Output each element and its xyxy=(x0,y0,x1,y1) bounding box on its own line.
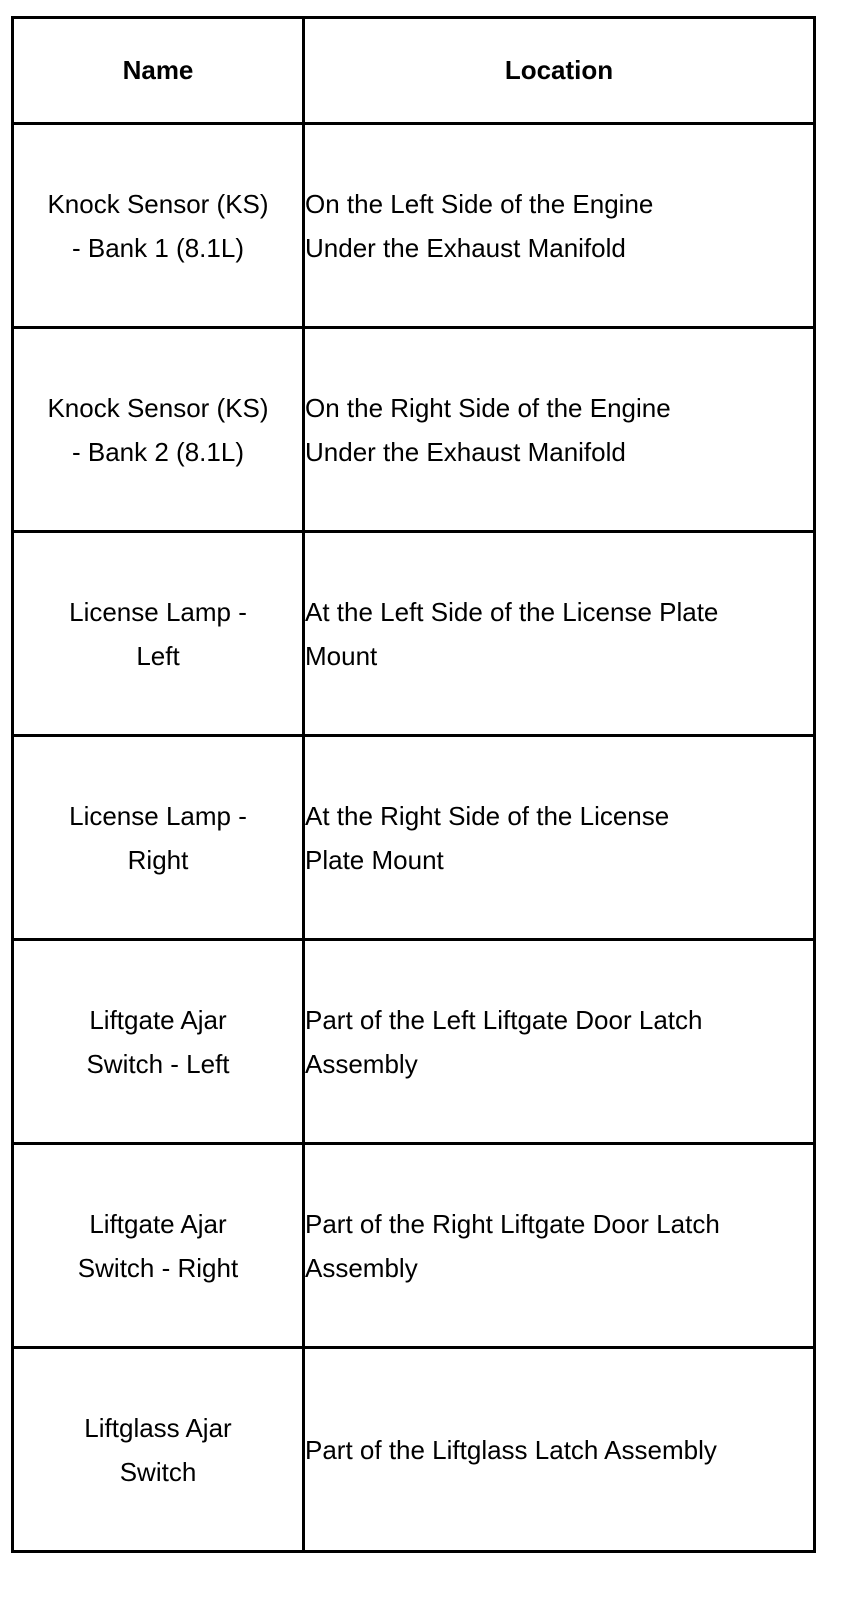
location-line: Under the Exhaust Manifold xyxy=(305,436,626,467)
name-cell xyxy=(13,1348,304,1552)
location-line: Part of the Right Liftgate Door Latch xyxy=(305,1208,720,1239)
name-line: - Bank 2 (8.1L) xyxy=(72,436,244,467)
location-line: Part of the Left Liftgate Door Latch xyxy=(305,1004,703,1035)
table-row xyxy=(13,124,815,328)
location-line: Assembly xyxy=(305,1252,418,1283)
name-line: Right xyxy=(127,844,189,875)
location-line: On the Left Side of the Engine xyxy=(305,188,654,219)
location-cell xyxy=(304,1144,815,1348)
location-line: At the Right Side of the License xyxy=(305,800,670,831)
name-line: - Bank 1 (8.1L) xyxy=(72,232,244,263)
header-location: Location xyxy=(304,18,815,124)
name-line: Knock Sensor (KS) xyxy=(47,392,269,423)
name-line: Switch - Right xyxy=(77,1252,239,1283)
location-line: Part of the Liftglass Latch Assembly xyxy=(305,1434,717,1465)
name-cell xyxy=(13,328,304,532)
table-row xyxy=(13,328,815,532)
location-cell xyxy=(304,532,815,736)
name-cell xyxy=(13,532,304,736)
name-cell xyxy=(13,124,304,328)
location-cell xyxy=(304,124,815,328)
name-line: Liftglass Ajar xyxy=(84,1412,232,1443)
name-line: License Lamp - xyxy=(69,800,247,831)
table-row xyxy=(13,1144,815,1348)
table-row xyxy=(13,1348,815,1552)
name-line: License Lamp - xyxy=(69,596,247,627)
table-row xyxy=(13,736,815,940)
name-line: Switch xyxy=(119,1456,197,1487)
name-line: Knock Sensor (KS) xyxy=(47,188,269,219)
location-line: Assembly xyxy=(305,1048,418,1079)
location-line: At the Left Side of the License Plate xyxy=(305,596,719,627)
name-cell xyxy=(13,1144,304,1348)
table-header-row xyxy=(13,18,815,124)
name-line: Liftgate Ajar xyxy=(89,1004,227,1035)
location-line: On the Right Side of the Engine xyxy=(305,392,671,423)
component-location-table xyxy=(11,16,816,1553)
name-cell xyxy=(13,940,304,1144)
name-cell xyxy=(13,736,304,940)
name-line: Left xyxy=(136,640,180,671)
location-cell xyxy=(304,1348,815,1552)
name-line: Liftgate Ajar xyxy=(89,1208,227,1239)
table-row xyxy=(13,532,815,736)
location-line: Plate Mount xyxy=(305,844,444,875)
location-cell xyxy=(304,940,815,1144)
name-line: Switch - Left xyxy=(86,1048,230,1079)
location-cell xyxy=(304,736,815,940)
table-row xyxy=(13,940,815,1144)
location-cell xyxy=(304,328,815,532)
location-line: Mount xyxy=(305,640,378,671)
header-name: Name xyxy=(13,18,304,124)
location-line: Under the Exhaust Manifold xyxy=(305,232,626,263)
